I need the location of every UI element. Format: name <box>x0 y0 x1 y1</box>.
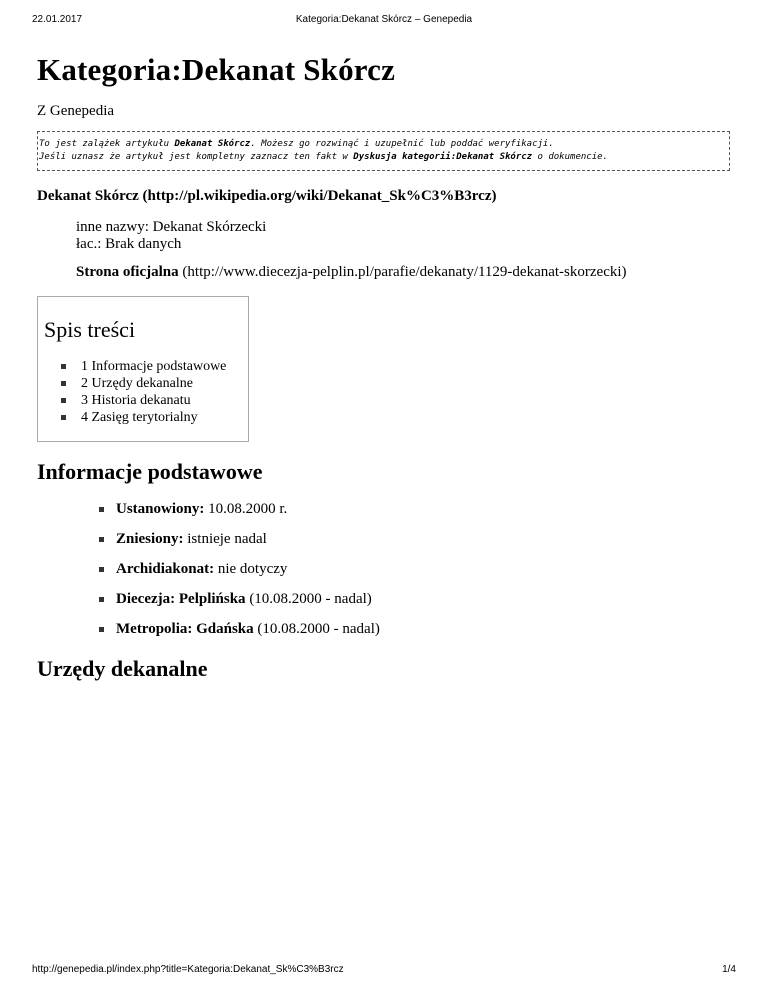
alias-other-names: inne nazwy: Dekanat Skórzecki <box>76 219 267 235</box>
site-tagline: Z Genepedia <box>37 103 115 119</box>
info-label[interactable]: Metropolia: Gdańska <box>116 621 254 637</box>
toc-item-label: 4 Zasięg terytorialny <box>81 410 198 425</box>
info-value: nie dotyczy <box>214 561 288 577</box>
info-value: 10.08.2000 r. <box>204 501 288 517</box>
toc-list <box>61 358 226 426</box>
info-label[interactable]: Diecezja: Pelplińska <box>116 591 246 607</box>
print-page-number: 1/4 <box>722 964 736 975</box>
list-item <box>96 560 380 590</box>
bullet-icon <box>99 567 104 572</box>
stub-text: . Możesz go rozwinąć i uzupełnić lub poddać weryfikacji. <box>250 139 554 149</box>
section-heading-basic-info: Informacje podstawowe <box>37 459 263 484</box>
list-item <box>96 620 380 650</box>
entry-heading-link[interactable]: Dekanat Skórcz (http://pl.wikipedia.org/wiki/Dekanat_Sk%C3%B3rcz) <box>37 188 497 204</box>
print-date: 22.01.2017 <box>32 14 83 25</box>
toc-item-label: 1 Informacje podstawowe <box>81 359 227 374</box>
info-label: Zniesiony: <box>116 531 184 547</box>
print-page-title: Kategoria:Dekanat Skórcz – Genepedia <box>295 14 473 25</box>
info-label: Ustanowiony: <box>116 501 205 517</box>
toc-item[interactable] <box>61 375 226 392</box>
toc-item[interactable] <box>61 358 226 375</box>
official-site-url: (http://www.diecezja-pelplin.pl/parafie/dekanaty/1129-dekanat-skorzecki) <box>178 264 627 280</box>
info-value: (10.08.2000 - nadal) <box>253 621 380 637</box>
list-item <box>96 590 380 620</box>
toc-item[interactable] <box>61 409 226 426</box>
alias-latin: łac.: Brak danych <box>76 236 182 252</box>
stub-text: Jeśli uznasz że artykuł jest kompletny zaznacz ten fakt w <box>39 152 354 162</box>
bullet-icon <box>99 597 104 602</box>
info-value: istnieje nadal <box>183 531 267 547</box>
print-header <box>32 14 736 28</box>
stub-text: To jest zalążek artykułu <box>39 139 175 149</box>
official-site-link[interactable] <box>76 264 627 281</box>
stub-article-link[interactable]: Dekanat Skórcz <box>174 139 251 149</box>
stub-notice-line-1 <box>39 138 729 151</box>
stub-notice-line-2 <box>39 151 729 164</box>
section-heading-offices: Urzędy dekanalne <box>37 656 208 681</box>
info-value: (10.08.2000 - nadal) <box>245 591 372 607</box>
bullet-icon <box>99 507 104 512</box>
list-item <box>96 500 380 530</box>
bullet-icon <box>99 537 104 542</box>
bullet-icon <box>61 415 66 420</box>
table-of-contents <box>37 296 249 442</box>
page-title: Kategoria:Dekanat Skórcz <box>37 52 396 87</box>
bullet-icon <box>61 398 66 403</box>
toc-item[interactable] <box>61 392 226 409</box>
list-item <box>96 530 380 560</box>
official-site-label: Strona oficjalna <box>76 264 179 280</box>
bullet-icon <box>61 364 66 369</box>
basic-info-list <box>96 500 380 650</box>
stub-text: o dokumencie. <box>532 152 608 162</box>
print-footer <box>32 964 736 978</box>
toc-item-label: 2 Urzędy dekanalne <box>81 376 193 391</box>
toc-title: Spis treści <box>44 317 136 342</box>
toc-item-label: 3 Historia dekanatu <box>81 393 191 408</box>
print-url: http://genepedia.pl/index.php?title=Kategoria:Dekanat_Sk%C3%B3rcz <box>32 964 344 975</box>
bullet-icon <box>99 627 104 632</box>
stub-notice <box>37 131 730 171</box>
bullet-icon <box>61 381 66 386</box>
info-label: Archidiakonat: <box>116 561 215 577</box>
stub-discussion-link[interactable]: Dyskusja kategorii:Dekanat Skórcz <box>353 152 533 162</box>
